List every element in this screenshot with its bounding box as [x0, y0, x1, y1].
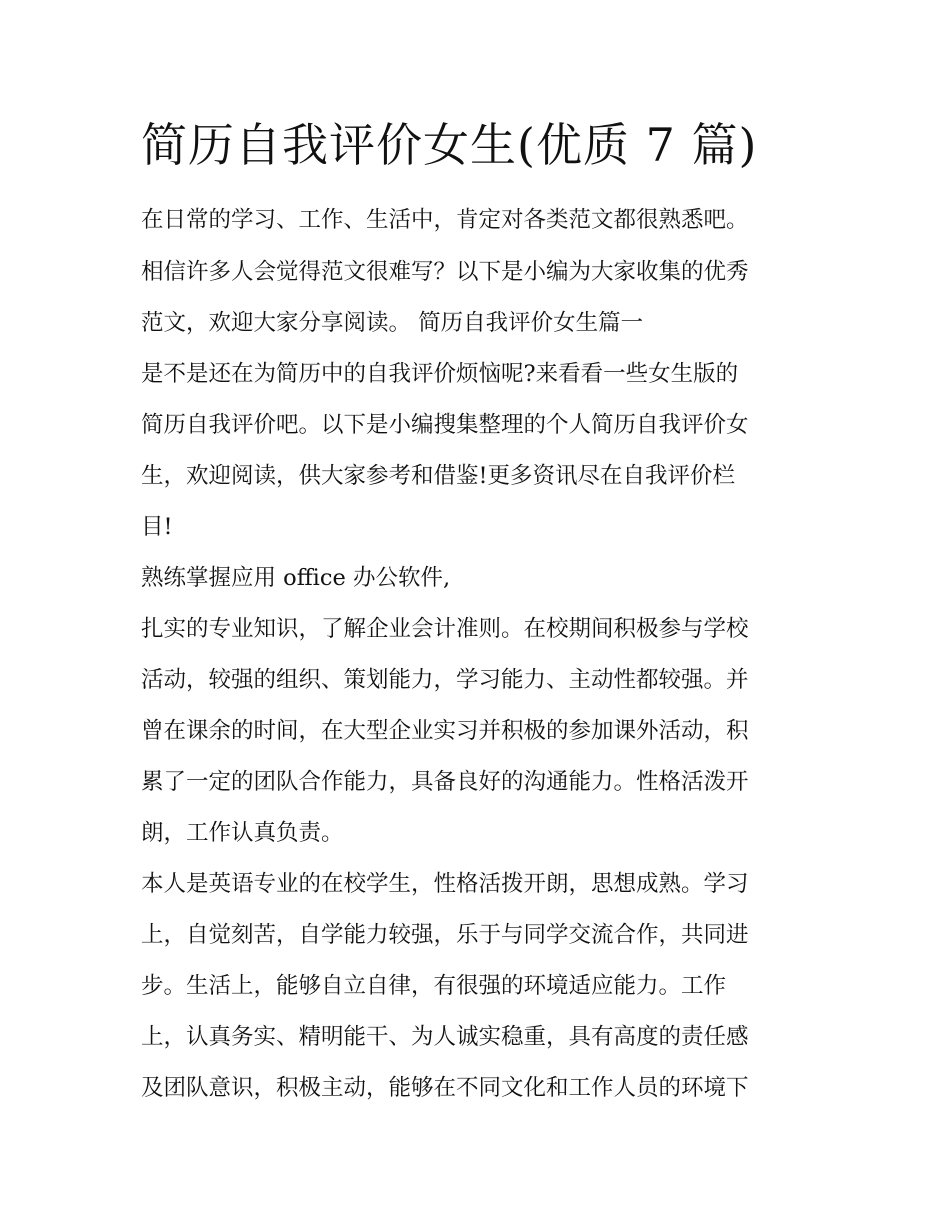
body-line-7: 目! [141, 514, 173, 540]
body-line-12: 累了一定的团队合作能力，具备良好的沟通能力。性格活泼开 [141, 769, 749, 795]
body-line-2: 相信许多人会觉得范文很难写？以下是小编为大家收集的优秀 [141, 259, 749, 285]
body-line-14: 本人是英语专业的在校学生，性格活拨开朗，思想成熟。学习 [141, 871, 749, 897]
body-line-17: 上，认真务实、精明能干、为人诚实稳重，具有高度的责任感 [141, 1024, 749, 1050]
body-line-13: 朗，工作认真负责。 [141, 820, 344, 846]
body-line-18: 及团队意识，积极主动，能够在不同文化和工作人员的环境下 [141, 1075, 749, 1101]
body-line-9: 扎实的专业知识，了解企业会计准则。在校期间积极参与学校 [141, 616, 749, 642]
body-line-8: 熟练掌握应用 office 办公软件, [141, 565, 451, 591]
body-line-5: 简历自我评价吧。以下是小编搜集整理的个人简历自我评价女 [141, 412, 749, 438]
body-line-11: 曾在课余的时间，在大型企业实习并积极的参加课外活动，积 [141, 718, 749, 744]
body-line-10: 活动，较强的组织、策划能力，学习能力、主动性都较强。并 [141, 667, 749, 693]
body-line-6: 生，欢迎阅读，供大家参考和借鉴!更多资讯尽在自我评价栏 [141, 463, 736, 489]
body-line-3: 范文，欢迎大家分享阅读。 简历自我评价女生篇一 [141, 310, 644, 336]
body-line-1: 在日常的学习、工作、生活中，肯定对各类范文都很熟悉吧。 [141, 207, 749, 233]
body-line-4: 是不是还在为简历中的自我评价烦恼呢?来看看一些女生版的 [141, 361, 739, 387]
document-title: 简历自我评价女生(优质 7 篇) [141, 118, 758, 172]
body-line-16: 步。生活上，能够自立自律，有很强的环境适应能力。工作 [141, 973, 727, 999]
body-line-15: 上，自觉刻苦，自学能力较强，乐于与同学交流合作，共同进 [141, 922, 749, 948]
